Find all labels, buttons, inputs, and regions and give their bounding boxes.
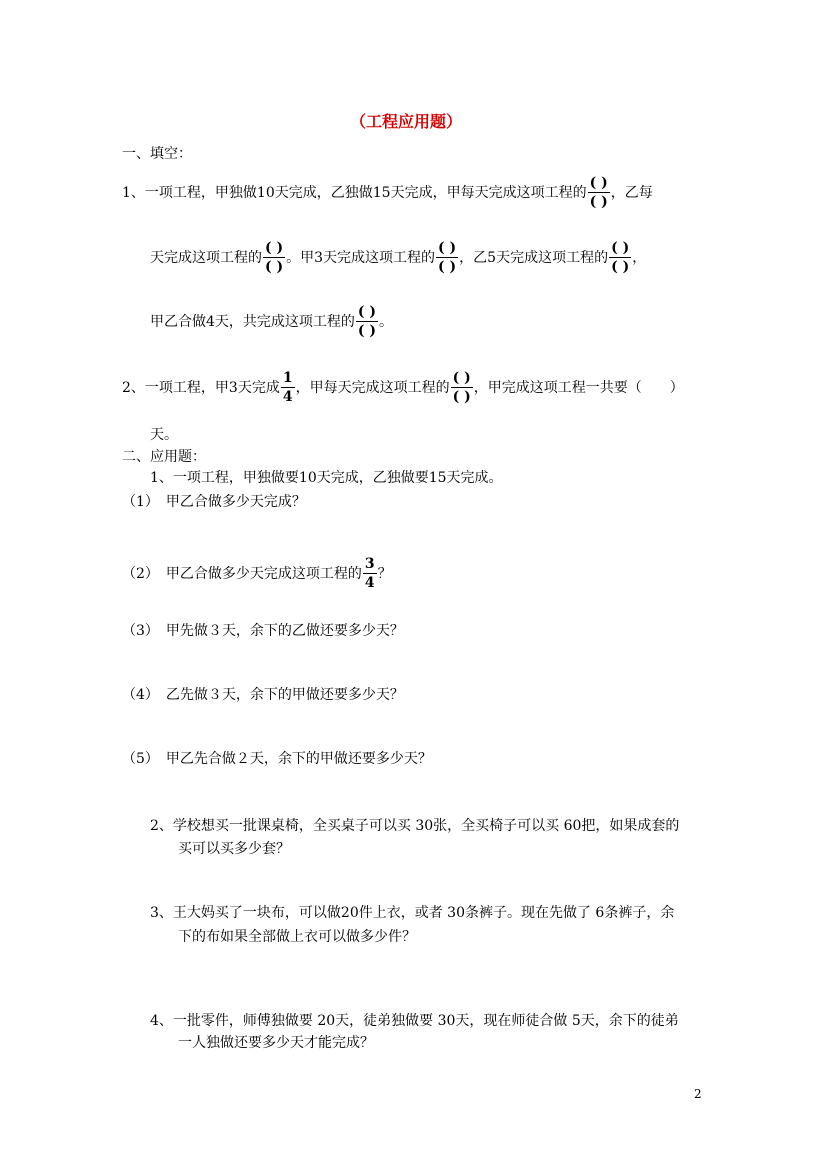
section1-heading: 一、填空： xyxy=(122,146,192,162)
fill-q1-line2: 天完成这项工程的 $\frac{( )}{( )}$ 。甲 3 天完成这项工程的 $\frac{( )}{( )}$ ，乙 5 天完成这项工程的 $\frac{( )}{( )}$ ， xyxy=(150,240,647,275)
page-number: 2 xyxy=(694,1087,702,1101)
quarter-fraction: $\frac{1}{4}$ xyxy=(282,370,293,405)
problem4-line2: 一人独做还要多少天才能完成？ xyxy=(178,1035,374,1051)
problem1-sub2: （2） 甲乙合做多少天完成这项工程的 $\frac{3}{4}$ ？ xyxy=(122,556,392,591)
blank-fraction: $\frac{( )}{( )}$ xyxy=(438,240,457,275)
problem2-line2: 买可以买多少套？ xyxy=(178,841,290,857)
blank-fraction: $\frac{( )}{( )}$ xyxy=(611,240,630,275)
section2-heading: 二、应用题： xyxy=(122,449,206,465)
problem4-line1: 4、一批零件，师傅独做要 20天，徒弟独做要 30天，现在师徒合做 5天，余下的徒弟 xyxy=(150,1013,679,1029)
problem1-sub3: （3） 甲先做３天，余下的乙做还要多少天？ xyxy=(122,623,404,639)
problem1-sub1: （1） 甲乙合做多少天完成？ xyxy=(122,494,306,510)
problem3-line2: 下的布如果全部做上衣可以做多少件？ xyxy=(178,929,416,945)
fill-q1-line1: 1、一项工程，甲独做 10 天完成，乙独做 15 天完成，甲每天完成这项工程的 $\frac{( )}{( )}$ ，乙每 xyxy=(122,175,653,210)
problem1-sub4: （4） 乙先做３天，余下的甲做还要多少天？ xyxy=(122,687,404,703)
blank-fraction: $\frac{( )}{( )}$ xyxy=(589,175,608,210)
blank-fraction: $\frac{( )}{( )}$ xyxy=(265,240,284,275)
fill-q2-line2: 天。 xyxy=(150,427,178,443)
problem1-sub5: （5） 甲乙先合做２天，余下的甲做还要多少天？ xyxy=(122,751,432,767)
page-title: （工程应用题） xyxy=(350,112,463,131)
blank-fraction: $\frac{( )}{( )}$ xyxy=(452,370,471,405)
fill-q2-line1: 2、一项工程，甲 3 天完成 $\frac{1}{4}$ ，甲每天完成这项工程的 $\frac{( )}{( )}$ ，甲完成这项工程一共要（ ） xyxy=(122,370,684,405)
problem2-line1: 2、学校想买一批课桌椅，全买桌子可以买 30张，全买椅子可以买 60把，如果成套的 xyxy=(150,818,680,834)
problem3-line1: 3、王大妈买了一块布，可以做20件上衣，或者 30条裤子。现在先做了 6条裤子，余 xyxy=(150,905,675,921)
problem1-intro: 1、一项工程，甲独做要10天完成，乙独做要15天完成。 xyxy=(150,470,503,486)
three-quarter-fraction: $\frac{3}{4}$ xyxy=(364,556,375,591)
blank-fraction: $\frac{( )}{( )}$ xyxy=(357,304,377,339)
fill-q1-line3: 甲乙合做 4 天，共完成这项工程的 $\frac{( )}{( )}$ 。 xyxy=(150,304,394,339)
